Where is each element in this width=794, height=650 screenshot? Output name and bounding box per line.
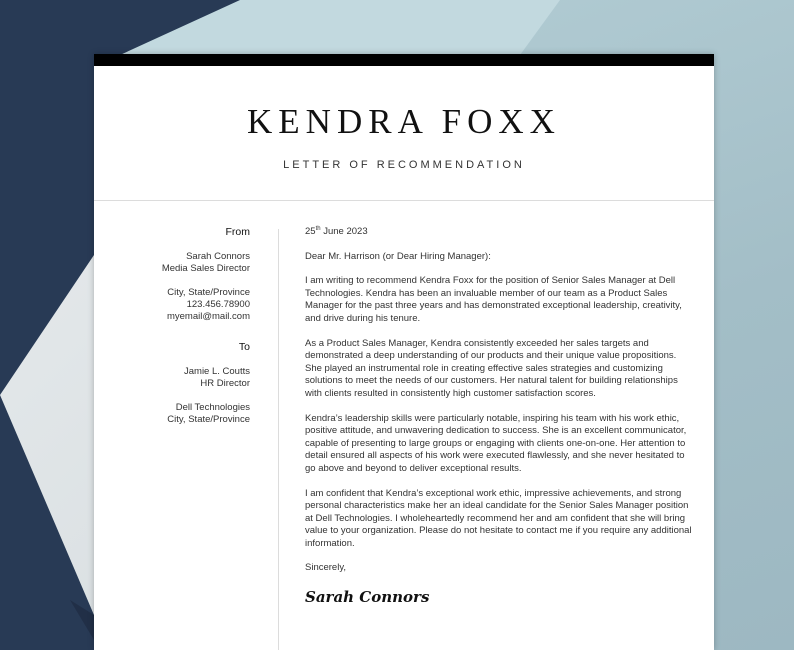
date-suffix: th xyxy=(315,225,321,232)
letter-sheet xyxy=(94,54,714,650)
column-divider xyxy=(278,229,279,650)
from-label: From xyxy=(225,226,250,238)
recipient-company: Dell Technologies xyxy=(175,402,250,413)
date-month-year: June 2023 xyxy=(320,226,368,237)
recipient-title: HR Director xyxy=(200,378,250,389)
sender-email: myemail@mail.com xyxy=(166,311,250,322)
to-person xyxy=(94,366,250,390)
sender-address: City, State/Province xyxy=(167,287,250,298)
signature: Sarah Connors xyxy=(305,588,430,607)
letter-date xyxy=(305,226,695,239)
salutation: Dear Mr. Harrison (or Dear Hiring Manager): xyxy=(305,250,491,262)
recipient-name: Jamie L. Coutts xyxy=(184,366,250,377)
to-label: To xyxy=(238,341,250,353)
top-black-bar xyxy=(94,54,714,66)
header-divider xyxy=(94,200,714,201)
body-paragraph: Kendra’s leadership skills were particularly notable, inspiring his team with his work ethic, positive attitude, and unwavering dedication to success. She is an excellent communicator, capable of presenting to large groups or engaging with clients one-on-one. Her attention to detail ensured all aspects of his work were executed flawlessly, and she never hesitated to go above and beyond to deliver exceptional results. xyxy=(305,412,687,474)
sender-phone: 123.456.78900 xyxy=(186,299,250,310)
sender-name: Sarah Connors xyxy=(186,251,250,262)
date-day: 25 xyxy=(305,226,316,237)
sidebar-contacts xyxy=(94,226,250,438)
body-paragraph: As a Product Sales Manager, Kendra consistently exceeded her sales targets and demonstrated a deep understanding of our products and their unique value propositions. She played an instrumental role in creating effective sales strategies and customizing solutions to meet the needs of our customers. Her natural talent for building relationships with clients resulted in consistently high customer satisfaction scores. xyxy=(305,337,678,399)
candidate-name: KENDRA FOXX xyxy=(247,102,561,141)
to-company xyxy=(94,402,250,426)
from-contact xyxy=(94,287,250,323)
recipient-address: City, State/Province xyxy=(167,414,250,425)
from-person xyxy=(94,251,250,275)
sender-title: Media Sales Director xyxy=(161,263,250,274)
body-paragraph: I am confident that Kendra’s exceptional work ethic, impressive achievements, and strong personal characteristics make her an ideal candidate for the Senior Sales Manager position at Dell Technologies. I wholeheartedly recommend her and am confident that she will bring value to your organization. Please do not hesitate to contact me if you require any additional information. xyxy=(305,487,692,549)
document-subtitle: LETTER OF RECOMMENDATION xyxy=(283,159,525,171)
closing: Sincerely, xyxy=(305,562,347,574)
letter-body xyxy=(305,225,695,607)
body-paragraph: I am writing to recommend Kendra Foxx for the position of Senior Sales Manager at Dell Technologies. Kendra has been an invaluable member of our team as a Product Sales Manager for the past three years and has demonstrated exceptional leadership, creativity, and drive during his tenure. xyxy=(305,275,682,324)
